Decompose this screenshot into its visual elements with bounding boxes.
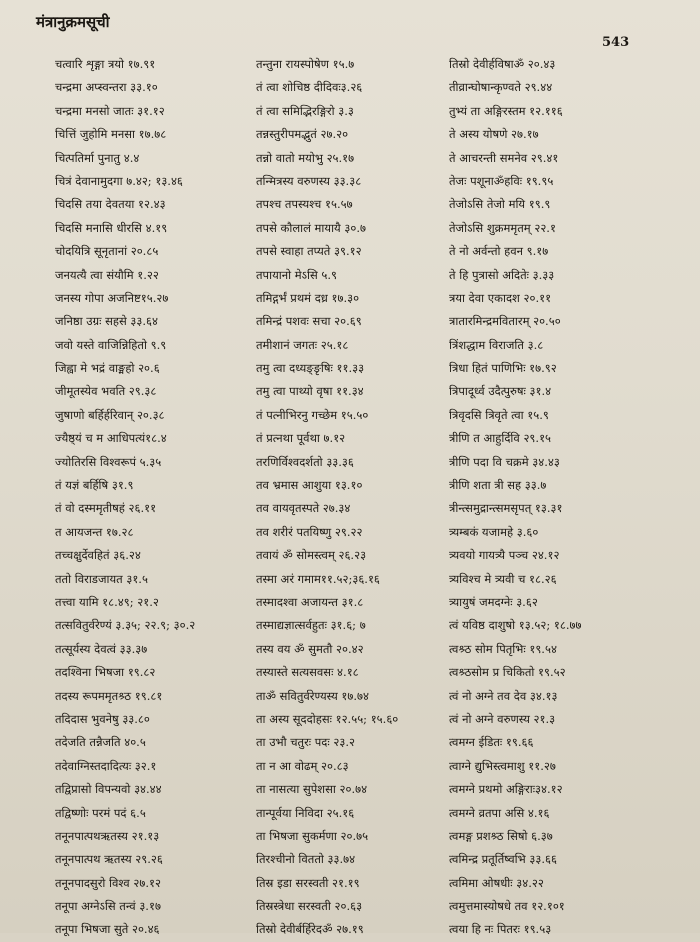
index-entry: चोदयित्रि सूनृतानां २०.८५ [55, 244, 159, 259]
index-entry: त्वमङ्ग प्रशश्र्ठ सिषो ६.३७ [449, 828, 553, 843]
index-entry: जनयत्यै त्वा संयौमि १.२२ [55, 267, 159, 282]
index-entry: तिस्रस्त्रेधा सरस्वती २०.६३ [256, 899, 363, 914]
index-entry: त्रिंशद्धाम विराजति ३.८ [449, 337, 544, 352]
index-entry: त्रीणि त आहुर्दिवि २९.१५ [449, 431, 552, 446]
index-entry: चित्रं देवानामुदगा ७.४२; १३.४६ [55, 173, 183, 188]
index-entry: ते आचरन्ती समनेव २९.४१ [449, 150, 559, 165]
index-entry: त्वश्र्ठसोम प्र चिकितो १९.५२ [449, 665, 566, 680]
index-entry: तन्नो वातो मयोभु २५.१७ [256, 150, 355, 165]
index-entry: त्रिधा हितं पाणिभिः १७.९२ [449, 361, 557, 376]
index-entry: त्र्यायुषं जमदग्नेः ३.६२ [449, 594, 538, 609]
index-entry: त्वं नो अग्ने तव देव ३४.१३ [449, 688, 558, 703]
index-entry: त्वमुत्तमास्योषधे तव १२.१०१ [449, 899, 565, 914]
page-title: मंत्रानुक्रमसूची [36, 13, 110, 31]
index-entry: तमु त्वा दध्यङ्ङृषिः ११.३३ [256, 361, 365, 376]
index-column-1 [55, 53, 250, 942]
index-entry: तन्नस्तुरीपमद्भुतं २७.२० [256, 127, 349, 142]
index-entry: तदस्य रूपममृतश्र्ठ १९.८१ [55, 688, 163, 703]
index-entry: ताॐ सवितुर्वरेण्यस्य १७.७४ [256, 688, 369, 703]
page-number: 543 [602, 35, 630, 50]
index-entry: जवो यस्ते वाजिन्निहितो ९.९ [55, 337, 167, 352]
index-entry: चित्तिं जुहोमि मनसा १७.७८ [55, 127, 167, 142]
index-entry: त्वं नो अग्ने वरुणस्य २१.३ [449, 711, 556, 726]
index-entry: तदेजति तन्नैजति ४०.५ [55, 735, 146, 750]
index-entry: तनूपा भिषजा सुते २०.४६ [55, 922, 160, 937]
index-entry: तत्सवितुर्वरेण्यं ३.३५; २२.९; ३०.२ [55, 618, 196, 633]
index-entry: ते अस्य योषणे २७.१७ [449, 127, 539, 142]
index-entry: चिदसि तया देवतया १२.४३ [55, 197, 166, 212]
index-entry: चन्द्रमा मनसो जातः ३१.१२ [55, 103, 165, 118]
index-entry: तदेवाग्निस्तदादित्यः ३२.१ [55, 758, 157, 773]
index-entry: तस्मा अरं गमाम११.५२;३६.१६ [256, 571, 380, 586]
index-entry: त्र्यविश्च मे त्र्यवी च १८.२६ [449, 571, 557, 586]
index-entry: तस्यास्ते सत्यसवसः ४.१८ [256, 665, 359, 680]
index-entry: ता भिषजा सुकर्मणा २०.७५ [256, 828, 369, 843]
index-entry: तदश्विना भिषजा १९.८२ [55, 665, 156, 680]
index-entry: तव शरीरं पतयिष्णु २९.२२ [256, 524, 363, 539]
index-entry: तपसे स्वाहा तप्यते ३९.१२ [256, 244, 362, 259]
index-entry: जीमूतस्येव भवति २९.३८ [55, 384, 157, 399]
index-entry: तपायानो मेऽसि ५.९ [256, 267, 338, 282]
index-entry: चित्पतिर्मा पुनातु ४.४ [55, 150, 140, 165]
index-entry: त्रीन्त्समुद्रान्त्समसृपत् १३.३१ [449, 501, 563, 516]
index-column-2 [256, 53, 448, 942]
index-entry: तमिद्गर्भं प्रथमं दध्र १७.३० [256, 290, 360, 305]
index-entry: त्र्यवयो गायत्र्यै पञ्च २४.१२ [449, 548, 560, 563]
index-entry: तत्सूर्यस्य देवत्वं ३३.३७ [55, 641, 148, 656]
index-entry: तं प्रत्नथा पूर्वथा ७.१२ [256, 431, 346, 446]
index-entry: तपसे कौलालं मायायै ३०.७ [256, 220, 366, 235]
index-entry: तस्य वय ॐ सुमतौ २०.४२ [256, 641, 364, 656]
index-entry: त्वश्र्ठ सोम पितृभिः १९.५४ [449, 641, 557, 656]
index-entry: ज्योतिरसि विश्वरूपं ५.३५ [55, 454, 162, 469]
index-column-3 [449, 53, 689, 942]
index-entry: तव वायवृतस्पते २७.३४ [256, 501, 351, 516]
index-entry: त्वं यविष्ठ दाशुषो १३.५२; १८.७७ [449, 618, 582, 633]
index-entry: जिह्वा मे भद्रं वाङ्महो २०.६ [55, 361, 160, 376]
index-entry: तिस्रो देवीर्बर्हिरेदॐ २७.१९ [256, 922, 364, 937]
index-entry: ता उभौ चतुरः पदः २३.२ [256, 735, 355, 750]
index-entry: तेजोऽसि तेजो मयि १९.९ [449, 197, 551, 212]
index-entry: तन्तुना रायस्पोषेण १५.७ [256, 57, 355, 71]
index-entry: चिदसि मनासि धीरसि ४.१९ [55, 220, 168, 235]
index-entry: ते नो अर्वन्तो हवन ९.१७ [449, 244, 549, 259]
index-entry: तं वो दस्ममृतीषहं २६.११ [55, 501, 157, 516]
index-entry: तमु त्वा पाथ्यो वृषा ११.३४ [256, 384, 364, 399]
index-entry: तद्विप्रासो विपन्यवो ३४.४४ [55, 782, 162, 797]
index-entry: तं यज्ञं बर्हिषि ३१.९ [55, 478, 134, 493]
index-entry: त्वमिमा ओषधीः ३४.२२ [449, 875, 544, 890]
index-entry: तस्माद्यज्ञात्सर्वहुतः ३१.६; ७ [256, 618, 366, 633]
index-entry: तस्मादश्वा अजायन्त ३१.८ [256, 594, 364, 609]
index-entry: तिरश्चीनो विततो ३३.७४ [256, 852, 356, 867]
index-entry: त्रिपादूर्ध्व उदैत्पुरुषः ३१.४ [449, 384, 552, 399]
index-entry: तपश्च तपस्यश्च १५.५७ [256, 197, 353, 212]
index-entry: तव भ्रमास आशुया १३.१० [256, 478, 363, 493]
index-entry: तं पत्नीभिरनु गच्छेम १५.५० [256, 407, 369, 422]
index-entry: जुषाणो बर्हिर्हरिवान् २०.३८ [55, 407, 165, 422]
index-entry: तेजोऽसि शुक्रममृतम् २२.१ [449, 220, 556, 235]
index-entry: तन्मित्रस्य वरुणस्य ३३.३८ [256, 173, 362, 188]
index-entry: तीव्रान्घोषान्कृण्वते २९.४४ [449, 80, 553, 95]
index-entry: तनूपा अग्नेऽसि तन्वं ३.१७ [55, 899, 161, 914]
index-entry: तवायं ॐ सोमस्त्वम् २६.२३ [256, 548, 367, 563]
index-entry: त्रया देवा एकादश २०.११ [449, 290, 552, 305]
index-entry: तनूनपात्पथ ऋतस्य २९.२६ [55, 852, 163, 867]
index-entry: तरणिर्विश्वदर्शतो ३३.३६ [256, 454, 354, 469]
index-entry: तं त्वा शोचिष्ठ दीदिवः३.२६ [256, 80, 363, 95]
index-entry: त्वमग्न ईडितः १९.६६ [449, 735, 534, 750]
index-entry: त्वाग्ने द्युभिस्त्वमाशु ११.२७ [449, 758, 556, 773]
index-entry: तमिन्द्रं पशवः सचा २०.६९ [256, 314, 362, 329]
index-entry: त्रीणि शता त्री सह ३३.७ [449, 478, 547, 493]
index-entry: तुभ्यं ता अङ्गिरस्तम १२.११६ [449, 103, 563, 118]
index-entry: तनूनपादसुरो विश्व २७.१२ [55, 875, 161, 890]
index-entry: तिस्रो देवीर्हविषाॐ २०.४३ [449, 57, 556, 71]
index-entry: तत्त्वा यामि १८.४९; २१.२ [55, 594, 159, 609]
index-entry: चत्वारि शृङ्गा त्रयो १७.९१ [55, 57, 156, 71]
index-entry: तेजः पशूनाॐहविः १९.९५ [449, 173, 554, 188]
index-entry: ततो विराडजायत ३१.५ [55, 571, 148, 586]
index-entry: तमीशानं जगतः २५.१८ [256, 337, 349, 352]
index-entry: तनूनपात्पथऋतस्य २१.१३ [55, 828, 160, 843]
index-entry: त्वमग्ने प्रथमो अङ्गिराः३४.१२ [449, 782, 563, 797]
index-entry: तान्पूर्वया निविदा २५.१६ [256, 805, 355, 820]
index-entry: ते हि पुत्रासो अदितेः ३.३३ [449, 267, 555, 282]
index-entry: त्र्यम्बकं यजामहे ३.६० [449, 524, 539, 539]
index-entry: चन्द्रमा अप्स्वन्तरा ३३.१० [55, 80, 158, 95]
index-entry: त्रातारमिन्द्रमवितारम् २०.५० [449, 314, 561, 329]
index-entry: त आयजन्त १७.२८ [55, 524, 134, 539]
index-entry: ता नासत्या सुपेशसा २०.७४ [256, 782, 368, 797]
index-entry: त्रीणि पदा वि चक्रमे ३४.४३ [449, 454, 560, 469]
index-entry: तदिदास भुवनेषु ३३.८० [55, 711, 150, 726]
index-entry: तद्विष्णोः परमं पदं ६.५ [55, 805, 146, 820]
index-entry: त्वमिन्द्र प्रतूर्तिष्वभि ३३.६६ [449, 852, 557, 867]
index-entry: तं त्वा समिद्भिरङ्गिरो ३.३ [256, 103, 354, 118]
index-entry: ता अस्य सूददोहसः १२.५५; १५.६० [256, 711, 399, 726]
index-entry: तिस्र इडा सरस्वती २१.१९ [256, 875, 360, 890]
index-entry: त्वमग्ने व्रतपा असि ४.१६ [449, 805, 550, 820]
index-entry: ज्यैष्ठ्यं च म आधिपत्यं१८.४ [55, 431, 167, 446]
index-entry: ता न आ वोढम् २०.८३ [256, 758, 349, 773]
index-entry: त्वया हि नः पितरः १९.५३ [449, 922, 552, 937]
index-entry: जनिष्ठा उग्रः सहसे ३३.६४ [55, 314, 158, 329]
index-entry: त्रिवृदसि त्रिवृते त्वा १५.९ [449, 407, 549, 422]
index-entry: तच्चक्षुर्देवहितं ३६.२४ [55, 548, 141, 563]
index-entry: जनस्य गोपा अजनिष्ट१५.२७ [55, 290, 169, 305]
